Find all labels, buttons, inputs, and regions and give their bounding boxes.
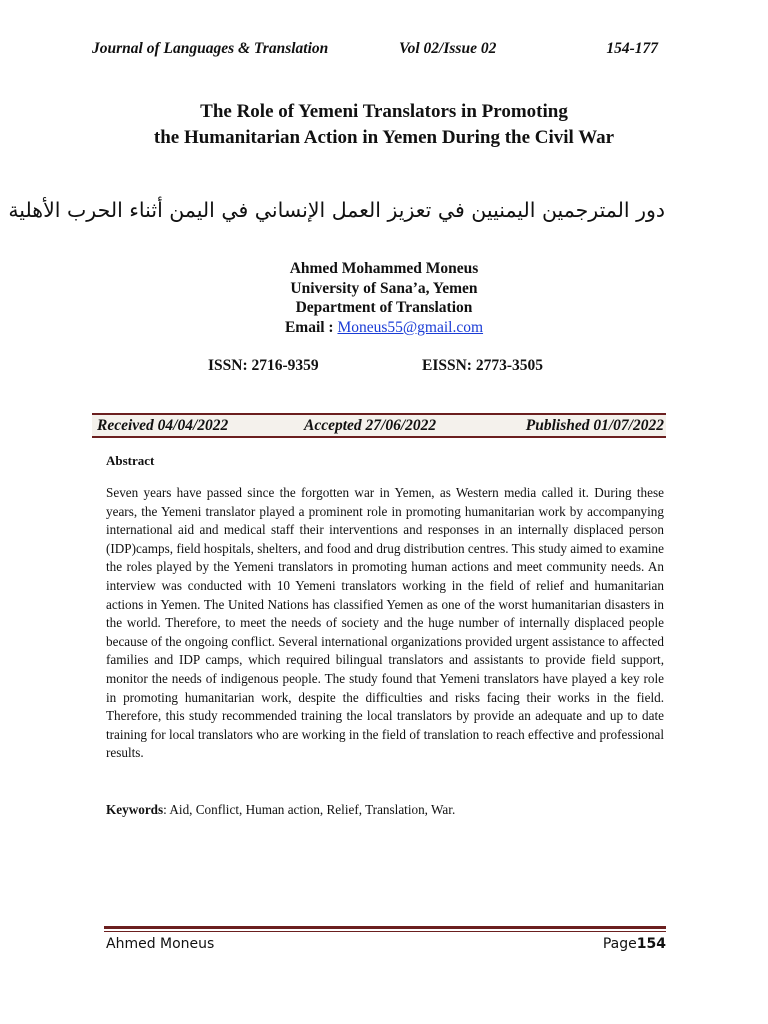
journal-header [92, 40, 658, 60]
journal-volume-issue: Vol 02/Issue 02 [399, 40, 497, 57]
published-date: Published 01/07/2022 [525, 417, 664, 434]
page-number: 154 [636, 936, 666, 952]
keywords [106, 801, 664, 819]
abstract-heading: Abstract [106, 453, 155, 468]
publication-dates-band [92, 413, 666, 438]
issn: ISSN: 2716-9359 [208, 357, 319, 374]
keywords-label: Keywords [106, 802, 164, 817]
author-name: Ahmed Mohammed Moneus [289, 260, 479, 277]
paper-title [60, 99, 708, 151]
abstract-body: Seven years have passed since the forgotten war in Yemen, as Western media called it. During these years, the Yemeni translator played a prominent role in promoting humanitarian work by accompanying international aid and medical staff their interventions and responses in an internally displaced person (IDP)camps, field hospitals, shelters, and food and drug distribution centres. This study aimed to examine the roles played by the Yemeni translators in promoting human actions and meet community needs. An interview was conducted with 10 Yemeni translators working in the field of relief and humanitarian actions in Yemen. The United Nations has classified Yemen as one of the worst humanitarian disasters in the world. Therefore, to meet the needs of society and the huge number of internally displaced people because of the ongoing conflict. Several international organizations provided urgent assistance to affected families and IDP camps, which required bilingual translators and assistants to provide field support, monitor the needs of indigenous people. The study found that Yemeni translators have played a key role in promoting humanitarian work, despite the difficulties and risks facing their works in the field. Therefore, this study recommended training the local translators by provide an adequate and up to date training for local translators who are working in the field of translation to reach effective and professional results. [106, 485, 664, 761]
accepted-date: Accepted 27/06/2022 [304, 417, 437, 434]
author-email-row [0, 318, 768, 338]
received-date: Received 04/04/2022 [97, 417, 229, 434]
author-department: Department of Translation [295, 299, 473, 316]
footer-page-number [603, 936, 666, 952]
author-block [0, 259, 768, 337]
keywords-list: : Aid, Conflict, Human action, Relief, Translation, War. [163, 802, 456, 817]
paper-title-line-1: The Role of Yemeni Translators in Promoting [200, 101, 568, 122]
journal-page-range: 154-177 [606, 40, 658, 57]
email-link[interactable]: Moneus55@gmail.com [337, 318, 484, 336]
paper-title-line-2: the Humanitarian Action in Yemen During the Civil War [153, 127, 615, 148]
issn-row [0, 357, 768, 377]
footer-rule-thin [104, 931, 666, 932]
email-label: Email : [284, 318, 338, 336]
footer-rule-thick [104, 926, 666, 929]
journal-name: Journal of Languages & Translation [92, 40, 329, 57]
eissn: EISSN: 2773-3505 [422, 357, 544, 374]
page-label: Page [602, 936, 637, 952]
arabic-title: دور المترجمين اليمنيين في تعزيز العمل الإنساني في اليمن أثناء الحرب الأهلية [8, 198, 665, 222]
footer-author: Ahmed Moneus [106, 936, 215, 952]
author-university: University of Sana’a, Yemen [290, 279, 478, 297]
